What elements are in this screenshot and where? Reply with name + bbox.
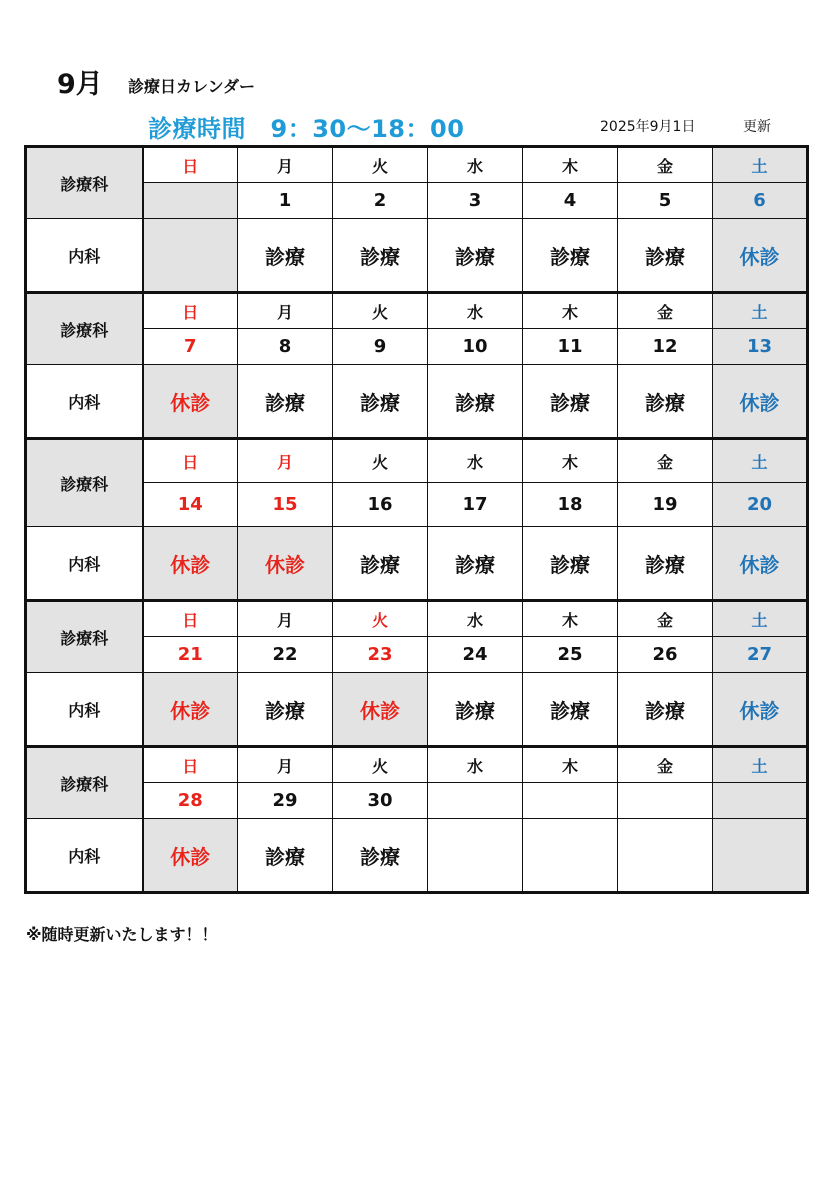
- status-row: [26, 365, 808, 439]
- date-cell: 23: [333, 637, 428, 673]
- status-cell: 診療: [618, 527, 713, 601]
- dept-header-cell: 診療科: [26, 293, 143, 365]
- date-cell: 3: [428, 183, 523, 219]
- weekday-fri: 金: [618, 439, 713, 483]
- weekday-row: [26, 601, 808, 637]
- weekday-mon: 月: [238, 601, 333, 637]
- weekday-sun: 日: [143, 439, 238, 483]
- date-cell: 2: [333, 183, 428, 219]
- date-cell: 11: [523, 329, 618, 365]
- updated-label: 更新: [743, 119, 771, 135]
- date-cell: 28: [143, 783, 238, 819]
- date-cell: 27: [713, 637, 808, 673]
- date-cell: 22: [238, 637, 333, 673]
- status-cell: 休診: [143, 527, 238, 601]
- weekday-sat: 土: [713, 601, 808, 637]
- status-cell: 休診: [713, 527, 808, 601]
- status-row: [26, 219, 808, 293]
- consultation-hours: 診療時間 9：30～18：00: [148, 115, 465, 143]
- date-row: [26, 183, 808, 219]
- weekday-tue: 火: [333, 747, 428, 783]
- weekday-thu: 木: [523, 601, 618, 637]
- status-cell: 診療: [523, 219, 618, 293]
- status-cell: 休診: [333, 673, 428, 747]
- weekday-tue: 火: [333, 439, 428, 483]
- status-cell: 休診: [713, 219, 808, 293]
- weekday-row: [26, 293, 808, 329]
- weekday-row: [26, 747, 808, 783]
- weekday-sat: 土: [713, 293, 808, 329]
- date-cell: [713, 783, 808, 819]
- weekday-fri: 金: [618, 601, 713, 637]
- weekday-fri: 金: [618, 147, 713, 183]
- weekday-fri: 金: [618, 747, 713, 783]
- status-cell: 診療: [238, 219, 333, 293]
- dept-label: 内科: [26, 365, 143, 439]
- weekday-thu: 木: [523, 747, 618, 783]
- status-cell: [713, 819, 808, 893]
- date-cell: 16: [333, 483, 428, 527]
- date-cell: 9: [333, 329, 428, 365]
- date-cell: [143, 183, 238, 219]
- status-cell: [618, 819, 713, 893]
- status-cell: 休診: [143, 819, 238, 893]
- status-cell: 診療: [523, 527, 618, 601]
- status-cell: 診療: [238, 673, 333, 747]
- dept-label: 内科: [26, 527, 143, 601]
- weekday-mon: 月: [238, 439, 333, 483]
- weekday-wed: 水: [428, 747, 523, 783]
- date-row: [26, 483, 808, 527]
- month-heading: 9月: [57, 69, 103, 100]
- status-cell: 診療: [238, 819, 333, 893]
- date-cell: 15: [238, 483, 333, 527]
- weekday-mon: 月: [238, 747, 333, 783]
- date-row: [26, 329, 808, 365]
- date-cell: [428, 783, 523, 819]
- date-row: [26, 783, 808, 819]
- weekday-wed: 水: [428, 439, 523, 483]
- weekday-sun: 日: [143, 293, 238, 329]
- status-cell: 診療: [523, 365, 618, 439]
- weekday-wed: 水: [428, 601, 523, 637]
- status-cell: 休診: [713, 365, 808, 439]
- dept-header-cell: 診療科: [26, 747, 143, 819]
- status-cell: 診療: [618, 219, 713, 293]
- dept-label: 内科: [26, 219, 143, 293]
- weekday-mon: 月: [238, 293, 333, 329]
- calendar-title: 診療日カレンダー: [128, 77, 255, 96]
- date-cell: 14: [143, 483, 238, 527]
- status-cell: 診療: [523, 673, 618, 747]
- clinic-calendar-table: [24, 145, 809, 894]
- weekday-tue: 火: [333, 601, 428, 637]
- updated-date: 2025年9月1日: [600, 119, 696, 135]
- status-cell: 診療: [618, 673, 713, 747]
- weekday-sat: 土: [713, 439, 808, 483]
- status-cell: [143, 219, 238, 293]
- weekday-sun: 日: [143, 147, 238, 183]
- status-cell: [523, 819, 618, 893]
- status-row: [26, 673, 808, 747]
- date-cell: 8: [238, 329, 333, 365]
- date-cell: [523, 783, 618, 819]
- date-cell: 5: [618, 183, 713, 219]
- date-cell: 12: [618, 329, 713, 365]
- status-cell: 診療: [333, 219, 428, 293]
- status-cell: 診療: [333, 819, 428, 893]
- weekday-sun: 日: [143, 601, 238, 637]
- weekday-row: [26, 439, 808, 483]
- date-cell: 18: [523, 483, 618, 527]
- status-cell: 診療: [618, 365, 713, 439]
- weekday-sat: 土: [713, 147, 808, 183]
- weekday-fri: 金: [618, 293, 713, 329]
- status-cell: 休診: [238, 527, 333, 601]
- date-cell: 29: [238, 783, 333, 819]
- date-cell: 10: [428, 329, 523, 365]
- dept-header-cell: 診療科: [26, 439, 143, 527]
- weekday-thu: 木: [523, 147, 618, 183]
- status-cell: 休診: [143, 365, 238, 439]
- weekday-row: [26, 147, 808, 183]
- status-cell: 診療: [238, 365, 333, 439]
- date-cell: 19: [618, 483, 713, 527]
- status-row: [26, 819, 808, 893]
- status-cell: 休診: [143, 673, 238, 747]
- weekday-sat: 土: [713, 747, 808, 783]
- weekday-thu: 木: [523, 439, 618, 483]
- date-cell: 30: [333, 783, 428, 819]
- date-cell: 13: [713, 329, 808, 365]
- date-cell: 7: [143, 329, 238, 365]
- dept-label: 内科: [26, 819, 143, 893]
- date-cell: [618, 783, 713, 819]
- dept-header-cell: 診療科: [26, 601, 143, 673]
- status-cell: 診療: [428, 365, 523, 439]
- status-cell: 診療: [428, 219, 523, 293]
- status-cell: 診療: [428, 527, 523, 601]
- status-cell: 休診: [713, 673, 808, 747]
- date-cell: 6: [713, 183, 808, 219]
- weekday-tue: 火: [333, 147, 428, 183]
- status-cell: 診療: [333, 527, 428, 601]
- status-cell: 診療: [428, 673, 523, 747]
- weekday-wed: 水: [428, 293, 523, 329]
- date-cell: 26: [618, 637, 713, 673]
- date-cell: 25: [523, 637, 618, 673]
- dept-header-cell: 診療科: [26, 147, 143, 219]
- status-cell: 診療: [333, 365, 428, 439]
- status-row: [26, 527, 808, 601]
- weekday-tue: 火: [333, 293, 428, 329]
- date-cell: 24: [428, 637, 523, 673]
- weekday-thu: 木: [523, 293, 618, 329]
- date-cell: 17: [428, 483, 523, 527]
- date-cell: 4: [523, 183, 618, 219]
- status-cell: [428, 819, 523, 893]
- update-note: ※随時更新いたします！！: [26, 925, 218, 944]
- weekday-sun: 日: [143, 747, 238, 783]
- date-cell: 1: [238, 183, 333, 219]
- dept-label: 内科: [26, 673, 143, 747]
- date-cell: 21: [143, 637, 238, 673]
- weekday-wed: 水: [428, 147, 523, 183]
- weekday-mon: 月: [238, 147, 333, 183]
- date-cell: 20: [713, 483, 808, 527]
- date-row: [26, 637, 808, 673]
